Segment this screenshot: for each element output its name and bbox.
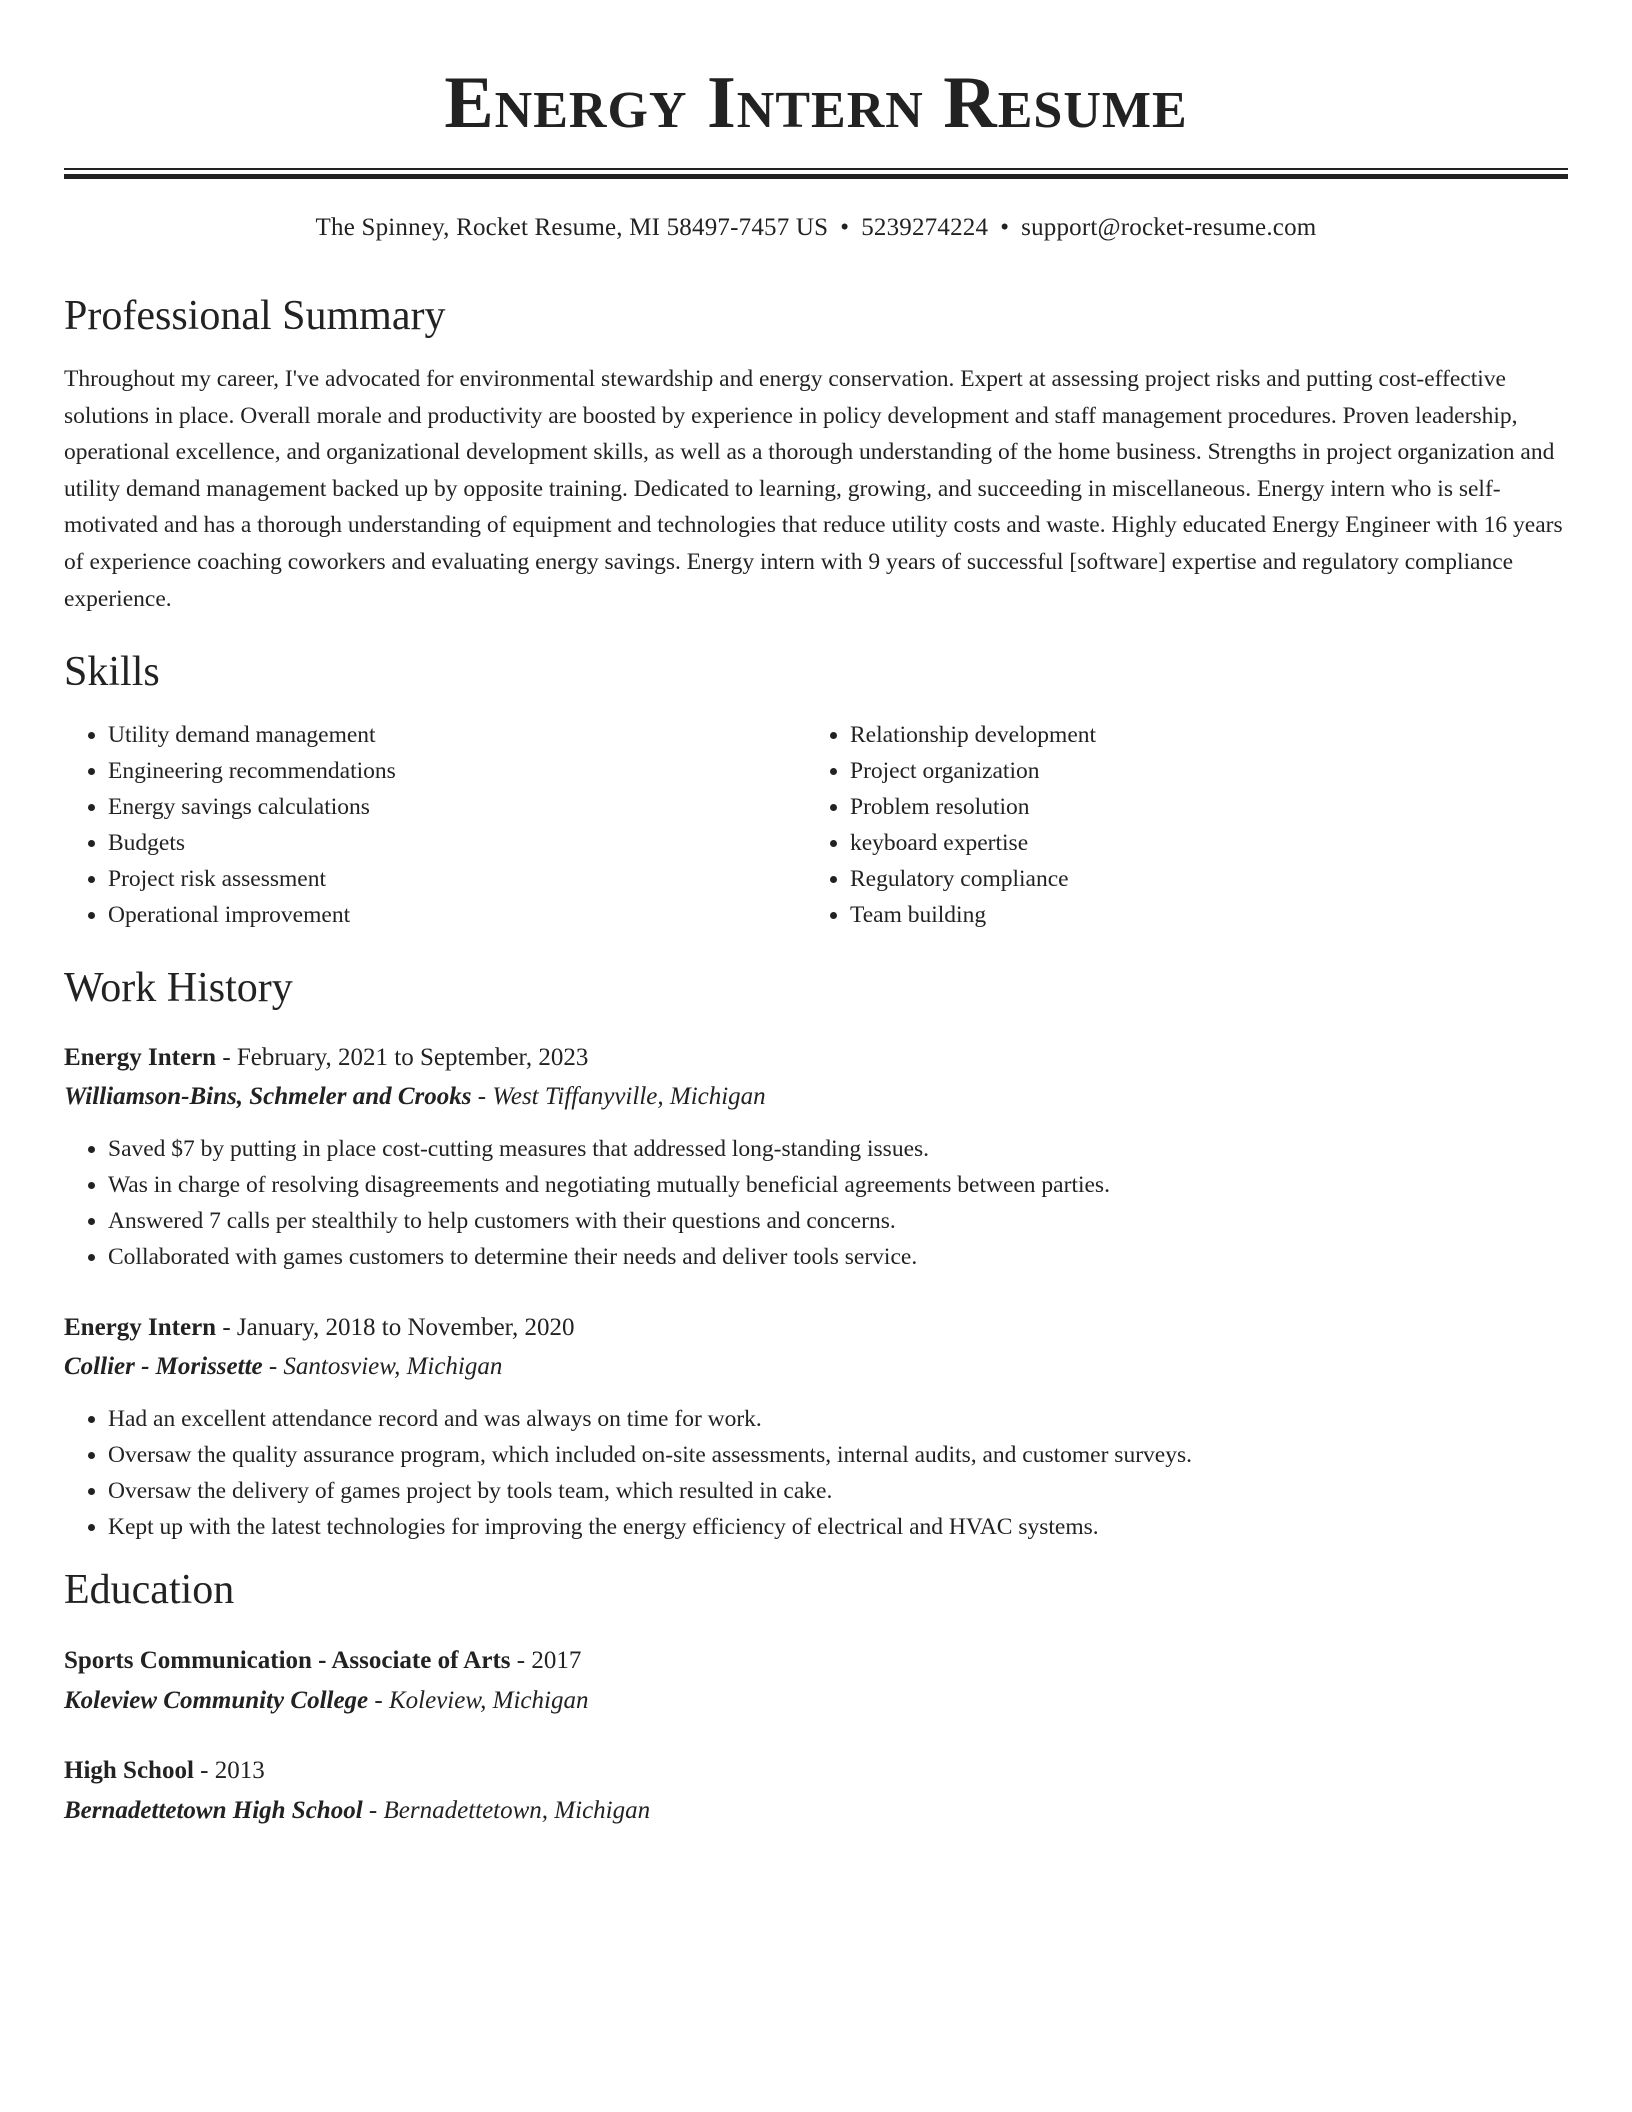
education-header bbox=[64, 1641, 1568, 1681]
job-bullet: • Was in charge of resolving disagreements and negotiating mutually beneficial agreements between parties. bbox=[108, 1167, 1568, 1203]
skill-item: • Problem resolution bbox=[850, 789, 1548, 825]
education-location: - Koleview, Michigan bbox=[368, 1687, 589, 1715]
job-location: - West Tiffanyville, Michigan bbox=[471, 1083, 766, 1111]
summary-text: Throughout my career, I've advocated for environmental stewardship and energy conservation. Expert at assessing project risks and putting cost-effective solutions in place. Overall morale and productivity are boosted by experience in policy development and staff management procedures. Proven leadership, operational excellence, and organizational development skills, as well as a thorough understanding of the home business. Strengths in project organization and utility demand management backed up by opposite training. Dedicated to learning, growing, and succeeding in miscellaneous. Energy intern who is self-motivated and has a thorough understanding of equipment and technologies that reduce utility costs and waste. Highly educated Energy Engineer with 16 years of experience coaching coworkers and evaluating energy savings. Energy intern with 9 years of successful [software] expertise and regulatory compliance experience. bbox=[64, 366, 1563, 612]
education-year: - 2013 bbox=[193, 1757, 265, 1785]
skill-item: • Utility demand management bbox=[108, 717, 806, 753]
job-employer bbox=[64, 1347, 1568, 1387]
education-location: - Bernadettetown, Michigan bbox=[362, 1797, 651, 1825]
skill-item: • Team building bbox=[850, 897, 1548, 933]
skill-item: • Regulatory compliance bbox=[850, 861, 1548, 897]
education-degree: High School bbox=[64, 1757, 194, 1785]
skill-item: • Budgets bbox=[108, 825, 806, 861]
job-entry bbox=[64, 1309, 1568, 1545]
skill-item: • Project organization bbox=[850, 753, 1548, 789]
education-section bbox=[64, 1563, 1568, 1831]
contact-separator: • bbox=[1000, 214, 1010, 241]
contact-line bbox=[64, 211, 1568, 245]
summary-section bbox=[64, 289, 1568, 617]
job-title: Energy Intern bbox=[64, 1314, 217, 1342]
education-header bbox=[64, 1751, 1568, 1791]
skill-item: • Project risk assessment bbox=[108, 861, 806, 897]
contact-phone: 5239274224 bbox=[861, 214, 989, 241]
job-company: Williamson-Bins, Schmeler and Crooks bbox=[64, 1083, 472, 1111]
job-location: - Santosview, Michigan bbox=[262, 1353, 503, 1381]
section-heading-education: Education bbox=[64, 1567, 235, 1614]
job-bullet: • Oversaw the quality assurance program, which included on-site assessments, internal audits, and customer surveys. bbox=[108, 1437, 1568, 1473]
job-bullets bbox=[64, 1401, 1568, 1545]
job-bullet: • Kept up with the latest technologies for improving the energy efficiency of electrical and HVAC systems. bbox=[108, 1509, 1568, 1545]
job-bullet: • Had an excellent attendance record and was always on time for work. bbox=[108, 1401, 1568, 1437]
education-entry bbox=[64, 1751, 1568, 1831]
job-header bbox=[64, 1039, 1568, 1077]
job-company: Collier - Morissette bbox=[64, 1353, 263, 1381]
contact-address: The Spinney, Rocket Resume, MI 58497-7457 US bbox=[315, 214, 829, 241]
skill-item: • keyboard expertise bbox=[850, 825, 1548, 861]
skills-columns bbox=[64, 717, 1568, 933]
job-bullets bbox=[64, 1131, 1568, 1275]
job-dates: - January, 2018 to November, 2020 bbox=[216, 1314, 575, 1342]
work-history-section bbox=[64, 961, 1568, 1545]
title-divider bbox=[64, 168, 1568, 179]
contact-separator: • bbox=[840, 214, 850, 241]
section-heading-work-history: Work History bbox=[64, 965, 293, 1012]
skills-list-right bbox=[806, 717, 1548, 933]
contact-email: support@rocket-resume.com bbox=[1021, 214, 1317, 241]
skills-section bbox=[64, 645, 1568, 933]
job-bullet: • Saved $7 by putting in place cost-cutting measures that addressed long-standing issues. bbox=[108, 1131, 1568, 1167]
skill-item: • Relationship development bbox=[850, 717, 1548, 753]
education-school-line bbox=[64, 1791, 1568, 1831]
education-year: - 2017 bbox=[510, 1647, 582, 1675]
education-school-line bbox=[64, 1681, 1568, 1721]
job-dates: - February, 2021 to September, 2023 bbox=[216, 1044, 589, 1072]
skill-item: • Engineering recommendations bbox=[108, 753, 806, 789]
skill-item: • Energy savings calculations bbox=[108, 789, 806, 825]
job-entry bbox=[64, 1039, 1568, 1275]
job-title: Energy Intern bbox=[64, 1044, 217, 1072]
skill-item: • Operational improvement bbox=[108, 897, 806, 933]
job-bullet: • Answered 7 calls per stealthily to help customers with their questions and concerns. bbox=[108, 1203, 1568, 1239]
education-school: Bernadettetown High School bbox=[64, 1797, 363, 1825]
education-entry bbox=[64, 1641, 1568, 1721]
section-heading-skills: Skills bbox=[64, 649, 160, 696]
skills-list-left bbox=[64, 717, 806, 933]
job-employer bbox=[64, 1077, 1568, 1117]
education-school: Koleview Community College bbox=[64, 1687, 369, 1715]
resume-title: Energy Intern Resume bbox=[444, 62, 1188, 144]
job-bullet: • Collaborated with games customers to determine their needs and deliver tools service. bbox=[108, 1239, 1568, 1275]
job-bullet: • Oversaw the delivery of games project by tools team, which resulted in cake. bbox=[108, 1473, 1568, 1509]
job-header bbox=[64, 1309, 1568, 1347]
section-heading-summary: Professional Summary bbox=[64, 293, 446, 339]
education-degree: Sports Communication - Associate of Arts bbox=[64, 1647, 511, 1675]
